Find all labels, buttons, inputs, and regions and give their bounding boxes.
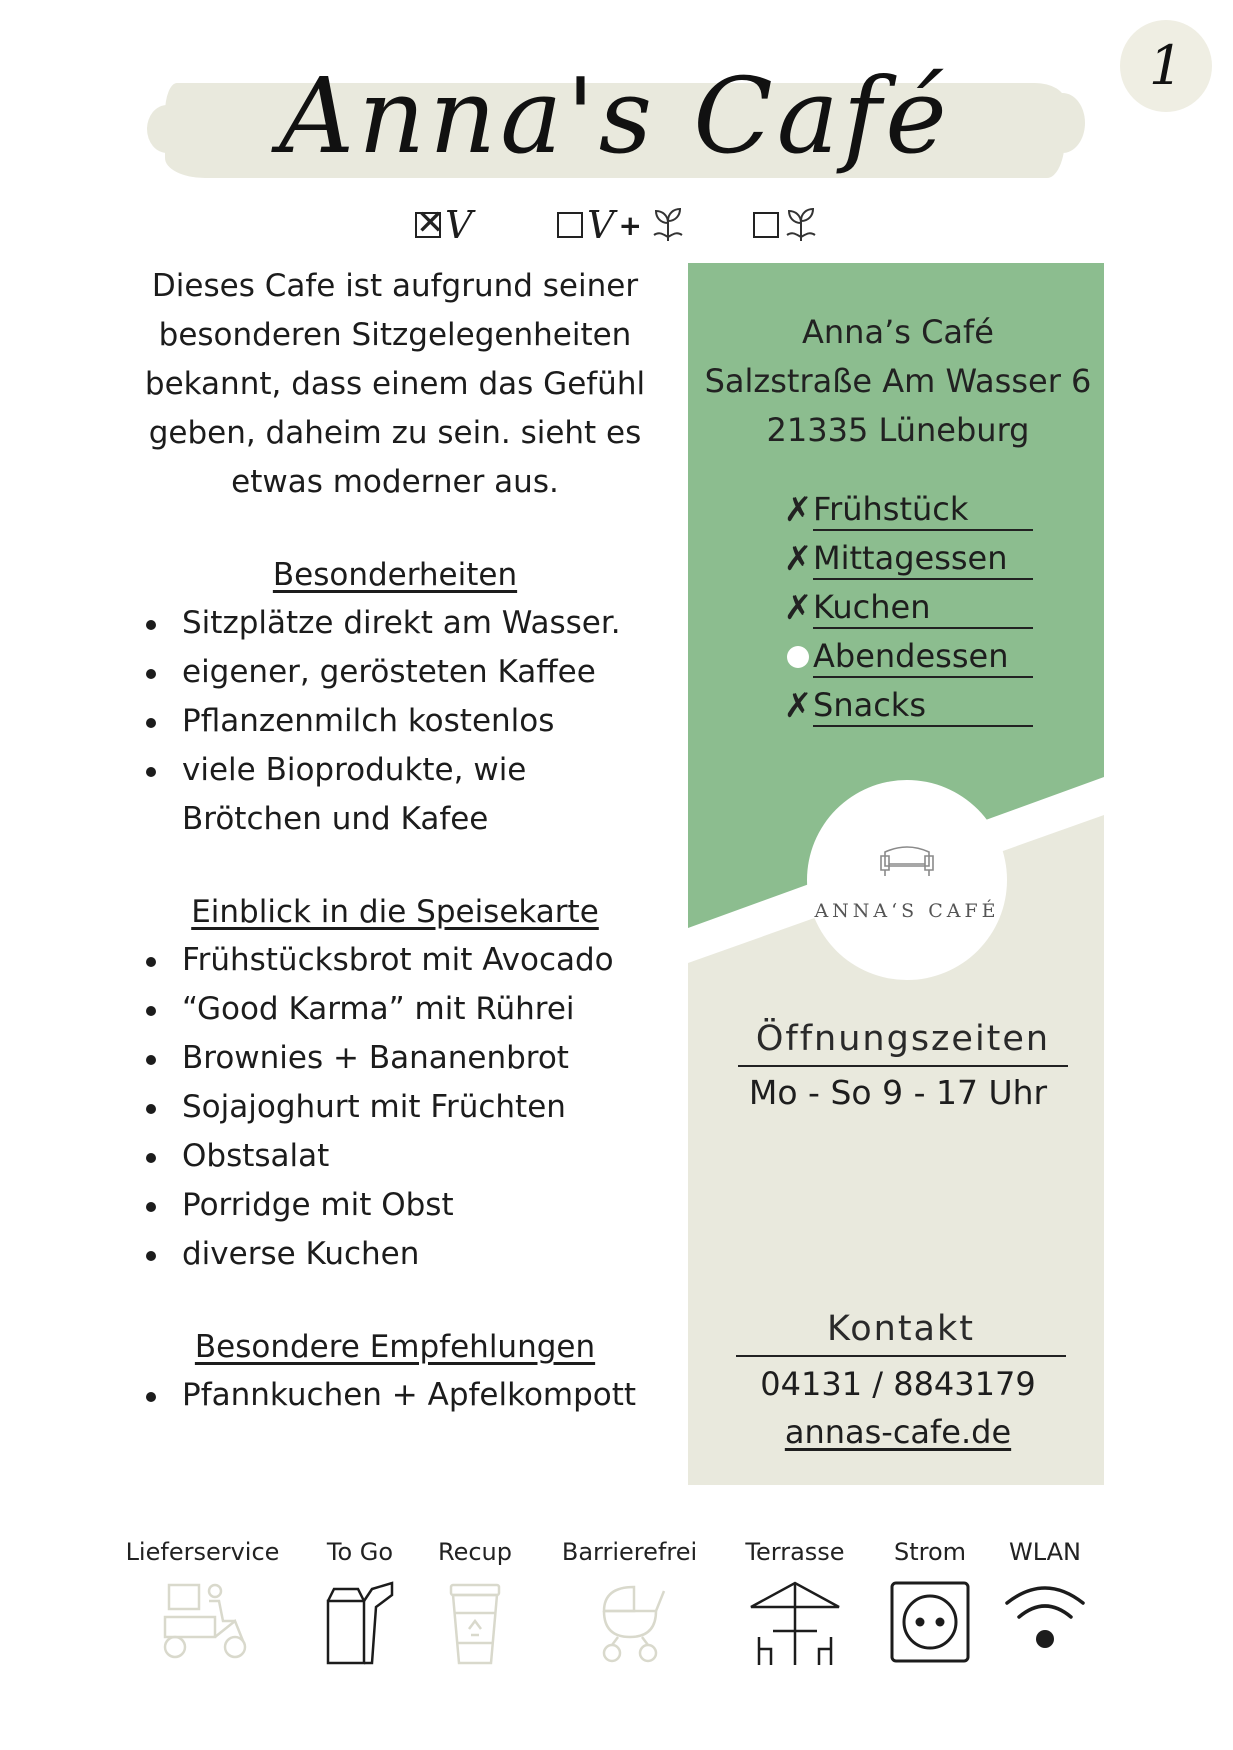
amenity-lieferservice	[120, 1535, 285, 1667]
speisekarte-title: Einblick in die Speisekarte	[191, 894, 599, 930]
checked-mark-icon: ✗	[783, 538, 813, 579]
empfehlungen-title: Besondere Empfehlungen	[194, 1329, 596, 1365]
info-panel	[688, 263, 1108, 1485]
amenity-recup	[430, 1535, 520, 1667]
list-item: eigener, gerösteten Kaffee	[130, 648, 660, 697]
amenity-label: Recup	[437, 1538, 512, 1566]
page-title: Anna's Café	[279, 55, 951, 177]
meal-label: Kuchen	[813, 587, 1033, 629]
amenity-label: WLAN	[1008, 1538, 1082, 1566]
speisekarte-list	[130, 936, 660, 1279]
vegan-vegetarian-checkbox[interactable]	[557, 212, 583, 238]
amenity-wlan	[995, 1535, 1095, 1653]
besonderheiten-list	[130, 599, 660, 844]
intro-text: Dieses Cafe ist aufgrund seiner besonderen Sitzgelegenheiten bekannt, dass einem das Gefühl geben, daheim zu sein. sieht es etwas moderner aus.	[144, 268, 646, 500]
vegan-icon: V	[587, 203, 615, 247]
list-item: Obstsalat	[130, 1132, 660, 1181]
wifi-icon	[1003, 1581, 1087, 1653]
city: 21335 Lüneburg	[766, 411, 1030, 449]
meal-option[interactable]	[783, 485, 1033, 534]
list-item: Brownies + Bananenbrot	[130, 1034, 660, 1083]
checked-mark-icon: ✗	[783, 587, 813, 628]
meal-option[interactable]	[783, 583, 1033, 632]
list-item: viele Bioprodukte, wie Brötchen und Kafee	[130, 746, 660, 844]
vegan-icon: V	[445, 203, 473, 247]
delivery-scooter-icon	[155, 1581, 251, 1667]
stroller-icon	[590, 1581, 670, 1667]
diet-options	[0, 205, 1233, 245]
meal-label: Snacks	[813, 685, 1033, 727]
list-item: diverse Kuchen	[130, 1230, 660, 1279]
list-item: “Good Karma” mit Rührei	[130, 985, 660, 1034]
reusable-cup-icon	[445, 1581, 505, 1667]
meal-option[interactable]	[783, 632, 1033, 681]
street: Salzstraße Am Wasser 6	[704, 362, 1092, 400]
cafe-logo	[807, 780, 1007, 980]
description-column	[130, 262, 660, 1420]
sofa-icon	[879, 842, 935, 878]
list-item: Porridge mit Obst	[130, 1181, 660, 1230]
diet-option-vegan[interactable]	[415, 205, 472, 245]
amenities-row	[0, 1535, 1233, 1715]
meal-option[interactable]	[783, 534, 1033, 583]
list-item: Sitzplätze direkt am Wasser.	[130, 599, 660, 648]
amenity-label: To Go	[326, 1538, 394, 1566]
list-item: Pflanzenmilch kostenlos	[130, 697, 660, 746]
list-item: Pfannkuchen + Apfelkompott	[130, 1371, 660, 1420]
empfehlungen-list	[130, 1371, 660, 1420]
unchecked-dot-icon	[783, 646, 813, 668]
checked-mark-icon: ✗	[783, 685, 813, 726]
amenity-label: Lieferservice	[125, 1538, 280, 1566]
meal-options	[783, 485, 1033, 730]
meal-label: Mittagessen	[813, 538, 1033, 580]
to-go-bag-icon	[320, 1581, 400, 1667]
hours-title: Öffnungszeiten	[738, 1013, 1068, 1067]
vegetarian-checkbox[interactable]	[753, 212, 779, 238]
amenity-label: Barrierefrei	[561, 1538, 698, 1566]
vegan-checkbox[interactable]	[415, 212, 441, 238]
contact-website-link[interactable]: annas-cafe.de	[784, 1413, 1012, 1451]
list-item: Frühstücksbrot mit Avocado	[130, 936, 660, 985]
meal-option[interactable]	[783, 681, 1033, 730]
meal-label: Frühstück	[813, 489, 1033, 531]
vegetarian-icon	[783, 205, 819, 245]
amenity-strom	[880, 1535, 980, 1663]
amenity-barrierefrei	[557, 1535, 702, 1667]
besonderheiten-title: Besonderheiten	[272, 557, 518, 593]
plus-icon: +	[618, 208, 642, 242]
amenity-terrasse	[735, 1535, 855, 1667]
logo-text: ANNA‘S CAFÉ	[814, 900, 1000, 922]
list-item: Sojajoghurt mit Früchten	[130, 1083, 660, 1132]
diet-option-vegan-vegetarian[interactable]	[557, 205, 686, 245]
contact-phone[interactable]: 04131 / 8843179	[760, 1365, 1036, 1403]
hours-value: Mo - So 9 - 17 Uhr	[748, 1073, 1048, 1112]
checked-mark-icon: ✗	[783, 489, 813, 530]
contact-title: Kontakt	[736, 1303, 1066, 1357]
amenity-label: Strom	[893, 1538, 967, 1566]
diet-option-vegetarian[interactable]	[753, 205, 819, 245]
amenity-label: Terrasse	[745, 1538, 845, 1566]
power-socket-icon	[890, 1581, 970, 1663]
page-number: 1	[1120, 20, 1212, 112]
meal-label: Abendessen	[813, 636, 1033, 678]
address-block	[688, 308, 1108, 455]
terrace-umbrella-icon	[747, 1581, 843, 1667]
vegetarian-icon	[650, 205, 686, 245]
amenity-togo	[315, 1535, 405, 1667]
cafe-name: Anna’s Café	[802, 313, 994, 351]
